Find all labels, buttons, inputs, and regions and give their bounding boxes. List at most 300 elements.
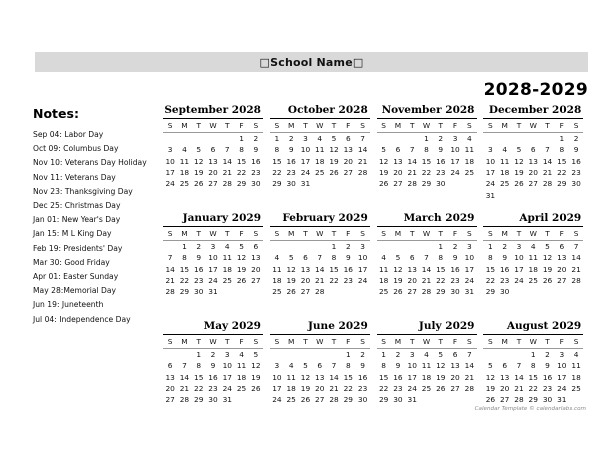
day-cell[interactable]: 21 [179, 383, 190, 393]
day-cell[interactable]: 5 [545, 242, 550, 252]
day-cell[interactable]: 29 [194, 395, 204, 405]
day-cell[interactable]: 13 [315, 372, 325, 382]
day-cell[interactable]: 15 [378, 372, 389, 382]
day-cell[interactable]: 25 [222, 275, 232, 285]
day-cell[interactable]: 13 [300, 264, 311, 274]
day-cell[interactable]: 17 [222, 372, 232, 382]
day-cell[interactable]: 16 [208, 372, 218, 382]
day-cell[interactable]: 5 [196, 145, 202, 155]
day-cell[interactable]: 2 [345, 242, 351, 252]
day-cell[interactable]: 11 [571, 361, 581, 371]
day-cell[interactable]: 22 [557, 167, 567, 177]
day-cell[interactable]: 14 [542, 156, 553, 166]
day-cell[interactable]: 23 [357, 383, 368, 393]
day-cell[interactable]: 9 [210, 361, 216, 371]
day-cell[interactable]: 15 [343, 372, 353, 382]
day-cell[interactable]: 22 [485, 275, 496, 285]
day-cell[interactable]: 21 [571, 264, 581, 274]
day-cell[interactable]: 2 [253, 134, 259, 144]
day-cell[interactable]: 19 [514, 167, 524, 177]
day-cell[interactable]: 25 [528, 275, 538, 285]
day-cell[interactable]: 24 [514, 275, 524, 285]
day-cell[interactable]: 15 [557, 156, 567, 166]
day-cell[interactable]: 26 [329, 167, 339, 177]
day-cell[interactable]: 10 [464, 253, 475, 263]
day-cell[interactable]: 30 [450, 287, 460, 297]
day-cell[interactable]: 11 [378, 264, 389, 274]
day-cell[interactable]: 1 [274, 134, 280, 144]
day-cell[interactable]: 27 [557, 275, 567, 285]
day-cell[interactable]: 18 [571, 372, 581, 382]
day-cell[interactable]: 26 [236, 275, 247, 285]
day-cell[interactable]: 5 [395, 253, 401, 263]
day-cell[interactable]: 28 [222, 179, 232, 189]
day-cell[interactable]: 11 [421, 361, 432, 371]
day-cell[interactable]: 11 [286, 372, 296, 382]
day-cell[interactable]: 28 [542, 179, 553, 189]
day-cell[interactable]: 1 [345, 350, 351, 360]
day-cell[interactable]: 30 [194, 287, 204, 297]
day-cell[interactable]: 3 [224, 350, 230, 360]
day-cell[interactable]: 3 [167, 145, 173, 155]
day-cell[interactable]: 24 [407, 383, 417, 393]
day-cell[interactable]: 20 [393, 167, 403, 177]
day-cell[interactable]: 23 [393, 383, 403, 393]
day-cell[interactable]: 30 [393, 395, 403, 405]
day-cell[interactable]: 22 [343, 383, 353, 393]
day-cell[interactable]: 2 [452, 242, 458, 252]
day-cell[interactable]: 28 [179, 395, 190, 405]
day-cell[interactable]: 9 [573, 145, 579, 155]
day-cell[interactable]: 4 [466, 134, 472, 144]
day-cell[interactable]: 28 [514, 395, 524, 405]
day-cell[interactable]: 15 [436, 264, 446, 274]
day-cell[interactable]: 9 [502, 253, 508, 263]
day-cell[interactable]: 3 [452, 134, 458, 144]
day-cell[interactable]: 13 [251, 253, 261, 263]
day-cell[interactable]: 8 [345, 361, 351, 371]
day-cell[interactable]: 5 [438, 350, 444, 360]
day-cell[interactable]: 13 [393, 156, 403, 166]
day-cell[interactable]: 16 [393, 372, 403, 382]
day-cell[interactable]: 10 [222, 361, 232, 371]
day-cell[interactable]: 21 [542, 167, 553, 177]
day-cell[interactable]: 14 [222, 156, 232, 166]
day-cell[interactable]: 2 [196, 242, 202, 252]
day-cell[interactable]: 28 [315, 287, 325, 297]
day-cell[interactable]: 22 [272, 167, 282, 177]
day-cell[interactable]: 1 [196, 350, 202, 360]
day-cell[interactable]: 7 [424, 253, 429, 263]
day-cell[interactable]: 26 [393, 287, 403, 297]
day-cell[interactable]: 9 [438, 145, 444, 155]
day-cell[interactable]: 23 [286, 167, 296, 177]
day-cell[interactable]: 10 [407, 361, 417, 371]
day-cell[interactable]: 10 [357, 253, 368, 263]
day-cell[interactable]: 26 [300, 395, 311, 405]
day-cell[interactable]: 25 [286, 395, 296, 405]
day-cell[interactable]: 20 [557, 264, 567, 274]
day-cell[interactable]: 15 [272, 156, 282, 166]
day-cell[interactable]: 16 [450, 264, 460, 274]
day-cell[interactable]: 9 [288, 145, 294, 155]
day-cell[interactable]: 17 [450, 156, 460, 166]
day-cell[interactable]: 27 [208, 179, 218, 189]
day-cell[interactable]: 6 [253, 242, 259, 252]
day-cell[interactable]: 27 [407, 287, 417, 297]
day-cell[interactable]: 23 [194, 275, 204, 285]
day-cell[interactable]: 6 [452, 350, 458, 360]
day-cell[interactable]: 30 [286, 179, 296, 189]
day-cell[interactable]: 17 [485, 167, 496, 177]
day-cell[interactable]: 17 [208, 264, 218, 274]
day-cell[interactable]: 1 [530, 350, 536, 360]
day-cell[interactable]: 31 [485, 190, 496, 200]
day-cell[interactable]: 11 [236, 361, 247, 371]
day-cell[interactable]: 5 [488, 361, 493, 371]
day-cell[interactable]: 19 [378, 167, 389, 177]
day-cell[interactable]: 16 [499, 264, 510, 274]
day-cell[interactable]: 9 [395, 361, 401, 371]
day-cell[interactable]: 31 [208, 287, 218, 297]
day-cell[interactable]: 9 [253, 145, 259, 155]
day-cell[interactable]: 13 [343, 145, 353, 155]
day-cell[interactable]: 5 [303, 361, 308, 371]
day-cell[interactable]: 21 [315, 275, 325, 285]
day-cell[interactable]: 10 [272, 372, 282, 382]
day-cell[interactable]: 2 [395, 350, 401, 360]
day-cell[interactable]: 25 [499, 179, 510, 189]
day-cell[interactable]: 26 [194, 179, 204, 189]
day-cell[interactable]: 11 [315, 145, 325, 155]
day-cell[interactable]: 23 [208, 383, 218, 393]
day-cell[interactable]: 29 [272, 179, 282, 189]
day-cell[interactable]: 18 [286, 383, 296, 393]
day-cell[interactable]: 12 [436, 361, 446, 371]
day-cell[interactable]: 2 [210, 350, 216, 360]
day-cell[interactable]: 6 [167, 361, 173, 371]
day-cell[interactable]: 10 [485, 156, 496, 166]
day-cell[interactable]: 30 [542, 395, 553, 405]
day-cell[interactable]: 30 [436, 179, 446, 189]
day-cell[interactable]: 5 [516, 145, 522, 155]
day-cell[interactable]: 13 [499, 372, 510, 382]
day-cell[interactable]: 14 [421, 264, 432, 274]
day-cell[interactable]: 15 [236, 156, 247, 166]
day-cell[interactable]: 26 [542, 275, 553, 285]
day-cell[interactable]: 7 [317, 253, 323, 263]
day-cell[interactable]: 26 [251, 383, 261, 393]
day-cell[interactable]: 28 [464, 383, 475, 393]
day-cell[interactable]: 8 [274, 145, 280, 155]
day-cell[interactable]: 24 [557, 383, 567, 393]
day-cell[interactable]: 2 [438, 134, 444, 144]
day-cell[interactable]: 22 [378, 383, 389, 393]
day-cell[interactable]: 24 [222, 383, 232, 393]
day-cell[interactable]: 24 [165, 179, 175, 189]
day-cell[interactable]: 5 [331, 134, 337, 144]
day-cell[interactable]: 29 [421, 179, 432, 189]
day-cell[interactable]: 8 [438, 253, 444, 263]
day-cell[interactable]: 9 [452, 253, 458, 263]
day-cell[interactable]: 29 [557, 179, 567, 189]
day-cell[interactable]: 29 [436, 287, 446, 297]
day-cell[interactable]: 19 [485, 383, 496, 393]
day-cell[interactable]: 8 [196, 361, 202, 371]
day-cell[interactable]: 20 [499, 383, 510, 393]
day-cell[interactable]: 11 [528, 253, 538, 263]
day-cell[interactable]: 5 [381, 145, 386, 155]
day-cell[interactable]: 17 [557, 372, 567, 382]
day-cell[interactable]: 26 [286, 287, 296, 297]
day-cell[interactable]: 7 [331, 361, 337, 371]
day-cell[interactable]: 6 [395, 145, 401, 155]
day-cell[interactable]: 1 [331, 242, 337, 252]
day-cell[interactable]: 17 [407, 372, 417, 382]
day-cell[interactable]: 24 [450, 167, 460, 177]
day-cell[interactable]: 1 [438, 242, 444, 252]
day-cell[interactable]: 11 [179, 156, 190, 166]
day-cell[interactable]: 13 [407, 264, 417, 274]
day-cell[interactable]: 7 [360, 134, 365, 144]
day-cell[interactable]: 19 [436, 372, 446, 382]
day-cell[interactable]: 9 [545, 361, 550, 371]
day-cell[interactable]: 4 [317, 134, 323, 144]
day-cell[interactable]: 18 [499, 167, 510, 177]
day-cell[interactable]: 25 [272, 287, 282, 297]
day-cell[interactable]: 27 [315, 395, 325, 405]
day-cell[interactable]: 7 [516, 361, 522, 371]
day-cell[interactable]: 17 [300, 156, 311, 166]
day-cell[interactable]: 9 [360, 361, 365, 371]
day-cell[interactable]: 13 [557, 253, 567, 263]
day-cell[interactable]: 27 [165, 395, 175, 405]
day-cell[interactable]: 4 [224, 242, 230, 252]
day-cell[interactable]: 16 [357, 372, 368, 382]
day-cell[interactable]: 22 [329, 275, 339, 285]
day-cell[interactable]: 10 [208, 253, 218, 263]
day-cell[interactable]: 15 [528, 372, 538, 382]
day-cell[interactable]: 4 [381, 253, 386, 263]
day-cell[interactable]: 22 [436, 275, 446, 285]
day-cell[interactable]: 7 [466, 350, 472, 360]
day-cell[interactable]: 23 [251, 167, 261, 177]
day-cell[interactable]: 10 [557, 361, 567, 371]
day-cell[interactable]: 12 [393, 264, 403, 274]
day-cell[interactable]: 7 [409, 145, 415, 155]
day-cell[interactable]: 1 [424, 134, 429, 144]
day-cell[interactable]: 28 [165, 287, 175, 297]
day-cell[interactable]: 3 [488, 145, 493, 155]
day-cell[interactable]: 7 [224, 145, 230, 155]
day-cell[interactable]: 24 [485, 179, 496, 189]
day-cell[interactable]: 4 [573, 350, 579, 360]
day-cell[interactable]: 27 [528, 179, 538, 189]
day-cell[interactable]: 27 [343, 167, 353, 177]
day-cell[interactable]: 20 [315, 383, 325, 393]
day-cell[interactable]: 4 [182, 145, 187, 155]
day-cell[interactable]: 16 [286, 156, 296, 166]
day-cell[interactable]: 21 [464, 372, 475, 382]
day-cell[interactable]: 6 [345, 134, 351, 144]
day-cell[interactable]: 12 [251, 361, 261, 371]
day-cell[interactable]: 9 [345, 253, 351, 263]
day-cell[interactable]: 18 [528, 264, 538, 274]
day-cell[interactable]: 29 [528, 395, 538, 405]
day-cell[interactable]: 31 [407, 395, 417, 405]
day-cell[interactable]: 31 [557, 395, 567, 405]
day-cell[interactable]: 4 [530, 242, 536, 252]
day-cell[interactable]: 14 [357, 145, 368, 155]
day-cell[interactable]: 1 [239, 134, 244, 144]
day-cell[interactable]: 14 [571, 253, 581, 263]
day-cell[interactable]: 30 [208, 395, 218, 405]
day-cell[interactable]: 15 [179, 264, 190, 274]
day-cell[interactable]: 10 [300, 145, 311, 155]
day-cell[interactable]: 31 [300, 179, 311, 189]
day-cell[interactable]: 5 [239, 242, 244, 252]
day-cell[interactable]: 24 [357, 275, 368, 285]
day-cell[interactable]: 19 [251, 372, 261, 382]
day-cell[interactable]: 18 [179, 167, 190, 177]
day-cell[interactable]: 20 [300, 275, 311, 285]
day-cell[interactable]: 20 [407, 275, 417, 285]
day-cell[interactable]: 14 [165, 264, 175, 274]
day-cell[interactable]: 2 [573, 134, 579, 144]
day-cell[interactable]: 19 [194, 167, 204, 177]
day-cell[interactable]: 14 [315, 264, 325, 274]
day-cell[interactable]: 20 [251, 264, 261, 274]
day-cell[interactable]: 6 [210, 145, 216, 155]
day-cell[interactable]: 4 [274, 253, 280, 263]
day-cell[interactable]: 19 [286, 275, 296, 285]
day-cell[interactable]: 25 [236, 383, 247, 393]
day-cell[interactable]: 14 [179, 372, 190, 382]
day-cell[interactable]: 8 [559, 145, 565, 155]
day-cell[interactable]: 19 [542, 264, 553, 274]
day-cell[interactable]: 18 [222, 264, 232, 274]
day-cell[interactable]: 28 [407, 179, 417, 189]
day-cell[interactable]: 30 [499, 287, 510, 297]
day-cell[interactable]: 13 [208, 156, 218, 166]
day-cell[interactable]: 4 [288, 361, 294, 371]
day-cell[interactable]: 2 [360, 350, 365, 360]
day-cell[interactable]: 14 [514, 372, 524, 382]
day-cell[interactable]: 27 [300, 287, 311, 297]
day-cell[interactable]: 10 [165, 156, 175, 166]
day-cell[interactable]: 14 [329, 372, 339, 382]
day-cell[interactable]: 28 [357, 167, 368, 177]
day-cell[interactable]: 19 [393, 275, 403, 285]
day-cell[interactable]: 18 [272, 275, 282, 285]
school-name-bar[interactable] [35, 52, 588, 72]
day-cell[interactable]: 6 [303, 253, 308, 263]
day-cell[interactable]: 28 [571, 275, 581, 285]
day-cell[interactable]: 6 [317, 361, 323, 371]
day-cell[interactable]: 20 [165, 383, 175, 393]
day-cell[interactable]: 5 [288, 253, 294, 263]
day-cell[interactable]: 13 [528, 156, 538, 166]
day-cell[interactable]: 25 [421, 383, 432, 393]
day-cell[interactable]: 29 [236, 179, 247, 189]
day-cell[interactable]: 6 [530, 145, 536, 155]
day-cell[interactable]: 18 [421, 372, 432, 382]
day-cell[interactable]: 21 [329, 383, 339, 393]
day-cell[interactable]: 3 [360, 242, 365, 252]
day-cell[interactable]: 22 [528, 383, 538, 393]
day-cell[interactable]: 27 [251, 275, 261, 285]
day-cell[interactable]: 22 [179, 275, 190, 285]
day-cell[interactable]: 12 [194, 156, 204, 166]
day-cell[interactable]: 15 [329, 264, 339, 274]
day-cell[interactable]: 12 [542, 253, 553, 263]
day-cell[interactable]: 15 [485, 264, 496, 274]
day-cell[interactable]: 18 [315, 156, 325, 166]
day-cell[interactable]: 4 [424, 350, 429, 360]
day-cell[interactable]: 30 [357, 395, 368, 405]
day-cell[interactable]: 17 [272, 383, 282, 393]
day-cell[interactable]: 25 [378, 287, 389, 297]
day-cell[interactable]: 28 [329, 395, 339, 405]
day-cell[interactable]: 12 [485, 372, 496, 382]
day-cell[interactable]: 24 [464, 275, 475, 285]
day-cell[interactable]: 17 [357, 264, 368, 274]
day-cell[interactable]: 22 [236, 167, 247, 177]
day-cell[interactable]: 18 [236, 372, 247, 382]
day-cell[interactable]: 18 [464, 156, 475, 166]
day-cell[interactable]: 20 [208, 167, 218, 177]
day-cell[interactable]: 25 [571, 383, 581, 393]
day-cell[interactable]: 23 [450, 275, 460, 285]
day-cell[interactable]: 25 [464, 167, 475, 177]
day-cell[interactable]: 30 [571, 179, 581, 189]
day-cell[interactable]: 14 [407, 156, 417, 166]
day-cell[interactable]: 12 [514, 156, 524, 166]
day-cell[interactable]: 7 [167, 253, 173, 263]
day-cell[interactable]: 24 [208, 275, 218, 285]
day-cell[interactable]: 25 [315, 167, 325, 177]
day-cell[interactable]: 12 [236, 253, 247, 263]
day-cell[interactable]: 1 [182, 242, 187, 252]
day-cell[interactable]: 14 [464, 361, 475, 371]
day-cell[interactable]: 19 [236, 264, 247, 274]
day-cell[interactable]: 11 [464, 145, 475, 155]
day-cell[interactable]: 8 [530, 361, 536, 371]
day-cell[interactable]: 1 [559, 134, 565, 144]
day-cell[interactable]: 3 [210, 242, 216, 252]
day-cell[interactable]: 31 [222, 395, 232, 405]
day-cell[interactable]: 1 [488, 242, 493, 252]
day-cell[interactable]: 7 [573, 242, 579, 252]
day-cell[interactable]: 23 [436, 167, 446, 177]
day-cell[interactable]: 4 [502, 145, 508, 155]
day-cell[interactable]: 17 [165, 167, 175, 177]
day-cell[interactable]: 26 [436, 383, 446, 393]
day-cell[interactable]: 8 [488, 253, 493, 263]
day-cell[interactable]: 8 [182, 253, 187, 263]
day-cell[interactable]: 27 [450, 383, 460, 393]
day-cell[interactable]: 3 [516, 242, 522, 252]
day-cell[interactable]: 23 [499, 275, 510, 285]
day-cell[interactable]: 27 [499, 395, 510, 405]
day-cell[interactable]: 22 [194, 383, 204, 393]
day-cell[interactable]: 2 [545, 350, 550, 360]
day-cell[interactable]: 20 [450, 372, 460, 382]
day-cell[interactable]: 16 [571, 156, 581, 166]
day-cell[interactable]: 16 [251, 156, 261, 166]
day-cell[interactable]: 21 [222, 167, 232, 177]
day-cell[interactable]: 8 [424, 145, 429, 155]
